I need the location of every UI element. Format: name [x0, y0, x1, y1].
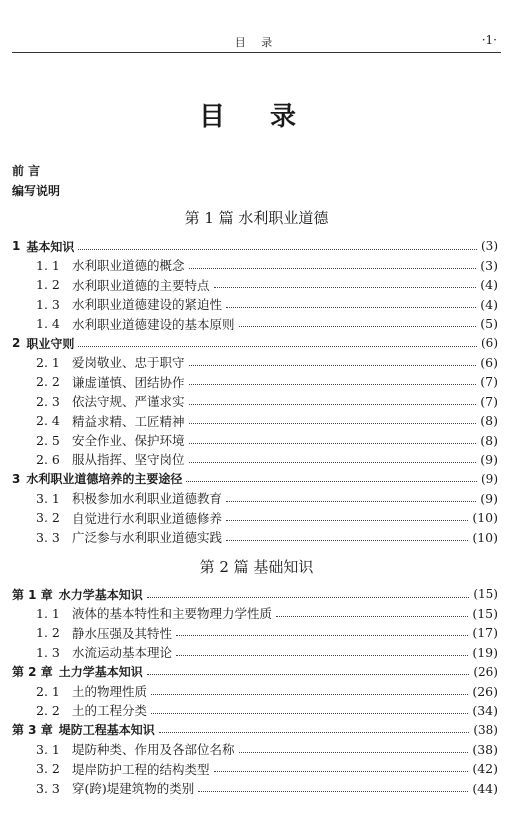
entry-title: 水利职业道德建设的紧迫性 — [72, 297, 223, 313]
toc-section-entry[interactable] — [12, 411, 498, 431]
dot-leader — [176, 635, 468, 636]
dot-leader — [151, 713, 468, 714]
entry-page-number: (34) — [472, 702, 498, 718]
entry-page-number: (4) — [480, 296, 498, 312]
entry-title: 爱岗敬业、忠于职守 — [72, 355, 185, 371]
dot-leader — [78, 249, 477, 250]
toc-section-entry[interactable] — [12, 778, 498, 798]
entry-number: 3 — [12, 471, 21, 486]
entry-title: 水力学基本知识 — [58, 587, 143, 602]
entry-number: 1. 4 — [36, 316, 60, 332]
dot-leader — [226, 501, 476, 502]
entry-title: 职业守则 — [26, 336, 75, 351]
dot-leader — [226, 307, 476, 308]
toc-section-entry[interactable] — [12, 603, 498, 623]
dot-leader — [189, 404, 477, 405]
entry-page-number: (9) — [480, 451, 498, 467]
toc-section-entry[interactable] — [12, 700, 498, 720]
toc-section-entry[interactable] — [12, 391, 498, 411]
entry-number: 1. 1 — [36, 605, 60, 621]
entry-number: 第 3 章 — [12, 723, 53, 738]
entry-title: 土力学基本知识 — [58, 665, 143, 680]
toc-chapter-entry[interactable] — [12, 236, 498, 256]
dot-leader — [276, 616, 468, 617]
entry-title: 静水压强及其特性 — [72, 625, 173, 641]
front-matter-preface[interactable]: 前 言 — [12, 164, 41, 178]
entry-title: 水流运动基本理论 — [72, 645, 173, 661]
entry-number: 3. 1 — [36, 741, 60, 757]
dot-leader — [147, 674, 470, 675]
entry-page-number: (42) — [472, 761, 498, 777]
dot-leader — [226, 520, 468, 521]
entry-page-number: (9) — [480, 490, 498, 506]
toc-section-entry[interactable] — [12, 739, 498, 759]
dot-leader — [147, 597, 470, 598]
toc-chapter-entry[interactable] — [12, 720, 498, 740]
entry-title: 土的物理性质 — [72, 684, 148, 699]
entry-page-number: (3) — [480, 257, 498, 273]
toc-chapter-entry[interactable] — [12, 333, 498, 353]
toc-section-entry[interactable] — [12, 449, 498, 469]
entry-number: 3. 3 — [36, 529, 60, 545]
entry-title: 堤岸防护工程的结构类型 — [72, 761, 210, 777]
dot-leader — [186, 481, 477, 482]
entry-page-number: (19) — [472, 644, 498, 660]
toc-chapter-entry[interactable] — [12, 584, 498, 604]
entry-title: 液体的基本特性和主要物理力学性质 — [72, 606, 273, 622]
entry-page-number: (38) — [473, 722, 498, 737]
toc-section-entry[interactable] — [12, 430, 498, 450]
entry-page-number: (4) — [480, 277, 498, 293]
entry-number: 1. 2 — [36, 277, 60, 293]
entry-page-number: (44) — [472, 780, 498, 796]
toc-section-entry[interactable] — [12, 508, 498, 528]
toc-chapter-entry[interactable] — [12, 469, 498, 489]
dot-leader — [176, 655, 468, 656]
entry-title: 自觉进行水利职业道德修养 — [72, 510, 223, 526]
toc-section-entry[interactable] — [12, 275, 498, 295]
entry-title: 水利职业道德的主要特点 — [72, 277, 210, 293]
toc-section-entry[interactable] — [12, 255, 498, 275]
entry-number: 2. 1 — [36, 683, 60, 699]
dot-leader — [189, 268, 477, 269]
entry-page-number: (9) — [481, 471, 498, 486]
entry-page-number: (17) — [472, 625, 498, 641]
entry-title: 依法守规、严谨求实 — [72, 394, 185, 410]
dot-leader — [189, 423, 477, 424]
entry-page-number: (7) — [480, 393, 498, 409]
entry-number: 1. 2 — [36, 625, 60, 641]
entry-title: 精益求精、工匠精神 — [72, 413, 185, 429]
dot-leader — [239, 326, 477, 327]
dot-leader — [239, 752, 469, 753]
entry-title: 水利职业道德建设的基本原则 — [72, 316, 235, 332]
toc-section-entry[interactable] — [12, 623, 498, 643]
entry-title: 安全作业、保护环境 — [72, 433, 185, 448]
entry-number: 3. 2 — [36, 510, 60, 526]
toc-section-entry[interactable] — [12, 642, 498, 662]
dot-leader — [159, 732, 470, 733]
entry-title: 水利职业道德培养的主要途径 — [26, 472, 183, 487]
toc-section-entry[interactable] — [12, 314, 498, 334]
entry-title: 水利职业道德的概念 — [72, 258, 185, 274]
entry-number: 第 2 章 — [12, 665, 53, 680]
entry-page-number: (15) — [473, 587, 498, 601]
entry-page-number: (7) — [480, 374, 498, 390]
entry-title: 堤防工程基本知识 — [58, 723, 155, 738]
entry-page-number: (15) — [472, 605, 498, 621]
part-title: 第 1 篇 水利职业道德 — [184, 209, 329, 227]
entry-number: 3. 3 — [36, 780, 60, 796]
dot-leader — [226, 540, 468, 541]
entry-number: 第 1 章 — [12, 587, 53, 602]
entry-page-number: (26) — [472, 683, 498, 699]
running-head-title: 目 录 — [234, 36, 279, 49]
entry-page-number: (3) — [481, 239, 498, 253]
entry-title: 土的工程分类 — [72, 703, 148, 719]
entry-page-number: (8) — [480, 432, 498, 448]
entry-page-number: (10) — [472, 510, 498, 526]
entry-page-number: (6) — [480, 354, 498, 370]
entry-number: 3. 2 — [36, 761, 60, 777]
dot-leader — [189, 462, 477, 463]
entry-page-number: (10) — [472, 529, 498, 545]
running-head — [12, 30, 501, 53]
dot-leader — [189, 443, 477, 444]
toc-section-entry[interactable] — [12, 759, 498, 779]
toc-section-entry[interactable] — [12, 488, 498, 508]
entry-number: 2. 4 — [36, 413, 60, 429]
entry-number: 2. 5 — [36, 432, 60, 448]
page-number: ·1· — [481, 33, 497, 47]
entry-title: 基本知识 — [26, 239, 75, 254]
entry-number: 3. 1 — [36, 490, 60, 506]
entry-page-number: (6) — [481, 336, 498, 350]
entry-number: 1. 1 — [36, 257, 60, 273]
dot-leader — [214, 287, 477, 288]
dot-leader — [189, 365, 477, 366]
dot-leader — [214, 771, 469, 772]
entry-title: 谦虚谨慎、团结协作 — [72, 374, 185, 390]
entry-title: 积极参加水利职业道德教育 — [72, 491, 223, 507]
entry-page-number: (8) — [480, 413, 498, 429]
entry-number: 2 — [12, 336, 21, 350]
toc-section-entry[interactable] — [12, 527, 498, 547]
entry-title: 穿(跨)堤建筑物的类别 — [72, 781, 195, 796]
toc-section-entry[interactable] — [12, 372, 498, 392]
entry-number: 2. 2 — [36, 702, 60, 718]
front-matter-compilation-notes[interactable]: 编写说明 — [12, 184, 61, 198]
page-title: 目 录 — [198, 102, 315, 132]
entry-title: 堤防种类、作用及各部位名称 — [72, 742, 235, 758]
dot-leader — [78, 346, 477, 347]
toc-section-entry[interactable] — [12, 352, 498, 372]
entry-title: 服从指挥、坚守岗位 — [72, 452, 185, 468]
entry-number: 2. 3 — [36, 393, 60, 409]
entry-page-number: (38) — [472, 741, 498, 757]
part-title: 第 2 篇 基础知识 — [199, 558, 314, 576]
entry-number: 1. 3 — [36, 644, 60, 660]
entry-page-number: (5) — [480, 316, 498, 332]
toc-chapter-entry[interactable] — [12, 662, 498, 682]
toc-section-entry[interactable] — [12, 681, 498, 701]
entry-number: 1 — [12, 239, 21, 253]
dot-leader — [198, 791, 468, 792]
entry-page-number: (26) — [473, 664, 498, 679]
entry-number: 2. 1 — [36, 354, 60, 370]
entry-title: 广泛参与水利职业道德实践 — [72, 530, 223, 545]
entry-number: 2. 6 — [36, 451, 60, 467]
entry-number: 1. 3 — [36, 296, 60, 312]
dot-leader — [151, 694, 468, 695]
entry-number: 2. 2 — [36, 374, 60, 390]
dot-leader — [189, 384, 477, 385]
toc-section-entry[interactable] — [12, 294, 498, 314]
